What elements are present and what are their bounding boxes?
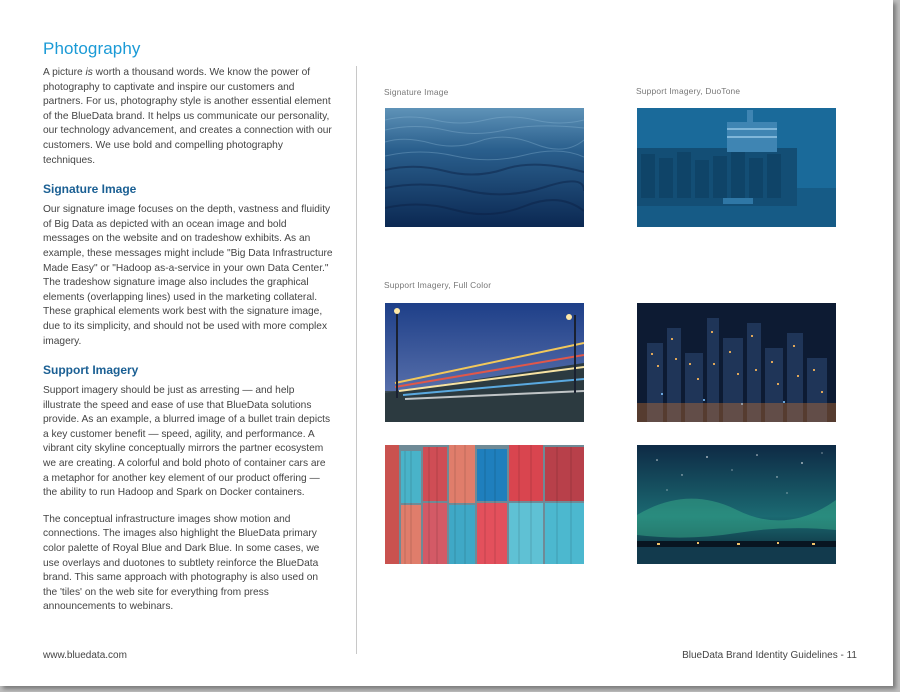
text-column (43, 38, 333, 615)
column-divider (356, 66, 357, 654)
section-heading-support: Support Imagery (43, 363, 139, 378)
section-heading-signature: Signature Image (43, 182, 137, 197)
caption-signature-image: Signature Image (384, 87, 449, 97)
caption-full-color: Support Imagery, Full Color (384, 280, 492, 290)
train-photo (385, 303, 584, 422)
footer-website: www.bluedata.com (43, 650, 127, 661)
city-skyline-photo (637, 303, 836, 422)
intro-emphasis: is (85, 67, 93, 78)
ocean-photo (385, 108, 584, 227)
containers-photo (385, 445, 584, 564)
aurora-night-photo (637, 445, 836, 564)
page-title: Photography (43, 39, 141, 58)
duotone-ship-photo (637, 108, 836, 227)
intro-paragraph: A picture is worth a thousand words. We know the power of photography to captivate and inspire our customers and partners. For us, photography style is another essential element of the BlueData brand. It helps us communicate our personality, our technology advancement, and creates a connection with our customers. We use bold and compelling photography techniques. (43, 67, 332, 166)
footer-page-label: BlueData Brand Identity Guidelines - 11 (682, 650, 857, 661)
support-paragraph-2: The conceptual infrastructure images show motion and connections. The images also highlight the BlueData primary color palette of Royal Blue and Dark Blue. In some cases, we use overlays and duotones to subtlety reinforce the BlueData brand. This same approach with photography is also used on the 'tiles' on the web site for everything from press announcements to webinars. (43, 513, 320, 613)
caption-duotone: Support Imagery, DuoTone (636, 86, 741, 96)
support-paragraph-1: Support imagery should be just as arresting — and help illustrate the speed and ease of use that BlueData solutions provide. As an example, a blurred image of a bullet train depicts a key customer benefit — speed, agility, and performance. A vibrant city skyline conceptually mirrors the partner ecosystem we are creating. A colorful and bold photo of container cars are a metaphor for another key element of our product offering — the ability to run Hadoop and Spark on Docker containers. (43, 385, 331, 499)
signature-paragraph: Our signature image focuses on the depth, vastness and fluidity of Big Data as depicted with an ocean image and bold messages on the website and on tradeshow exhibits. As an example, these messages might include "Big Data Infrastructure Made Easy" or "Hadoop as-a-service in your own Data Center." The tradeshow signature image also includes the graphical elements (overlapping lines) used in the marketing collateral. These graphical elements work best with the signature image, due to its simplicity, and should not be used with more complex imagery. (43, 204, 333, 347)
